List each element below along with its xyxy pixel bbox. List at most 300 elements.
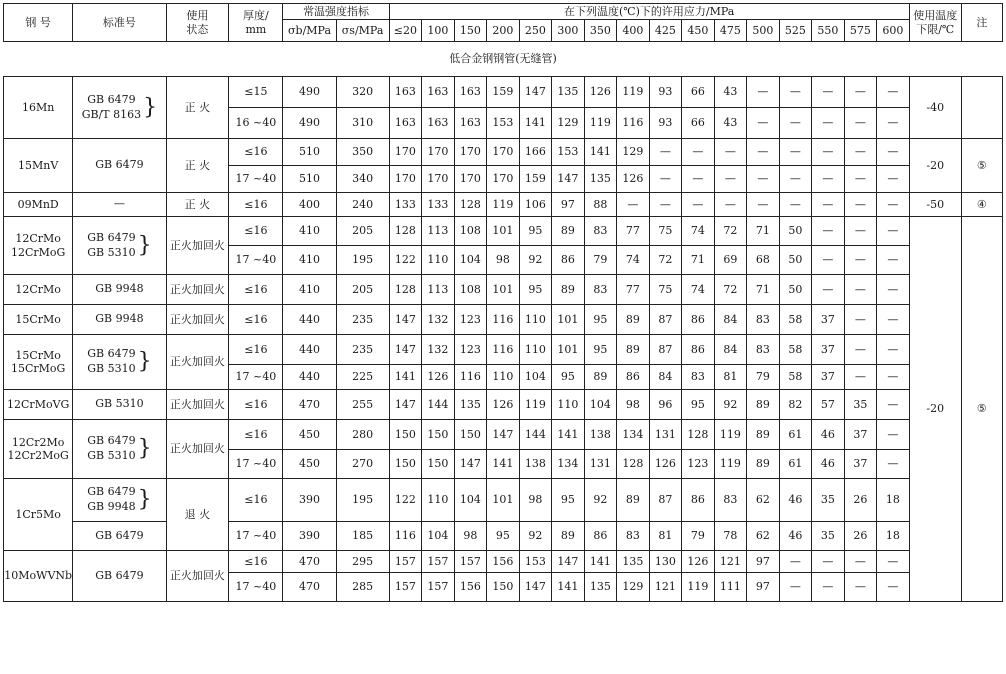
sigma-b-value: 440 [283,365,336,390]
stress-value: 95 [519,217,552,246]
stress-value: — [812,573,845,602]
stress-value: 50 [779,275,812,305]
sigma-b-value: 470 [283,573,336,602]
thickness: ≤16 [229,390,283,420]
stress-value: 147 [519,573,552,602]
stress-value: 134 [617,420,650,450]
table-row [4,139,1003,166]
stress-value: — [649,139,682,166]
stress-value: 126 [584,77,617,108]
col-thickness-line2: mm [245,22,267,36]
stress-value: 83 [584,275,617,305]
use-condition: 正 火 [166,77,229,139]
stress-value: 72 [714,217,747,246]
stress-value: 62 [747,522,780,551]
stress-value: 81 [714,365,747,390]
stress-value: 116 [389,522,422,551]
stress-value: 147 [519,77,552,108]
stress-value: 110 [422,246,455,275]
stress-value: 86 [682,305,715,335]
col-temp: ≤20 [389,20,422,42]
stress-value: 81 [649,522,682,551]
stress-value: 131 [584,450,617,479]
stress-value: 71 [747,217,780,246]
sigma-s-value: 235 [336,335,389,365]
stress-value: 89 [747,390,780,420]
brace-icon: } [137,487,152,512]
standard-line: GB 6479 [87,347,136,361]
steel-grade-line: 15CrMo [15,312,61,326]
stress-value: 150 [389,420,422,450]
stress-value: — [877,450,910,479]
standard-line: GB 6479 [95,158,144,172]
stress-value: 157 [422,551,455,573]
table-row [4,551,1003,573]
steel-grade [4,275,73,305]
stress-value: 116 [454,365,487,390]
stress-value: 82 [779,390,812,420]
stress-value: — [844,551,877,573]
stress-value: — [812,77,845,108]
stress-value: 58 [779,365,812,390]
stress-value: 77 [617,275,650,305]
stress-value: 50 [779,217,812,246]
stress-value: 163 [422,77,455,108]
stress-value: 141 [389,365,422,390]
stress-value: 106 [519,193,552,217]
stress-value: 119 [487,193,520,217]
stress-value: — [779,573,812,602]
min-temp: -50 [909,193,961,217]
standard-line: GB 6479 [87,230,136,244]
sigma-b-value: 490 [283,77,336,108]
stress-value: 159 [519,166,552,193]
stress-value: 84 [649,365,682,390]
stress-value: 119 [617,77,650,108]
stress-value: 122 [389,479,422,522]
col-temp: 200 [487,20,520,42]
stress-value: — [844,573,877,602]
sigma-s-value: 240 [336,193,389,217]
steel-grade [4,335,73,390]
standard-number [73,551,166,602]
stress-value: 101 [487,275,520,305]
stress-value: 72 [649,246,682,275]
col-temp: 575 [844,20,877,42]
stress-value: 123 [682,450,715,479]
standard-group [73,282,165,297]
stress-value: 170 [454,166,487,193]
steel-grade [4,139,73,193]
stress-value: 121 [714,551,747,573]
standard-lines [114,197,125,212]
steel-grade-line: 12CrMo [15,232,61,246]
standard-lines [95,158,143,173]
thickness: ≤16 [229,335,283,365]
stress-value: — [812,166,845,193]
stress-value: 128 [454,193,487,217]
stress-value: 126 [682,551,715,573]
stress-value: — [877,166,910,193]
use-condition: 正火加回火 [166,335,229,390]
stress-value: 98 [519,479,552,522]
stress-value: 71 [747,275,780,305]
sigma-s-value: 255 [336,390,389,420]
stress-value: 163 [389,108,422,139]
thickness: 17 ~40 [229,365,283,390]
thickness: ≤16 [229,551,283,573]
stress-value: 95 [552,479,585,522]
stress-value: 110 [519,335,552,365]
stress-value: 97 [747,573,780,602]
stress-value: — [844,365,877,390]
steel-grade-line: 1Cr5Mo [15,507,61,521]
stress-value: 104 [454,479,487,522]
stress-value: 89 [617,305,650,335]
stress-value: — [747,166,780,193]
thickness: 17 ~40 [229,522,283,551]
standard-number [73,335,166,390]
col-temp: 400 [617,20,650,42]
stress-value: 86 [617,365,650,390]
stress-value: 166 [519,139,552,166]
stress-value: 156 [487,551,520,573]
sigma-s-value: 310 [336,108,389,139]
stress-value: 89 [747,450,780,479]
steel-grade [4,479,73,551]
thickness: ≤16 [229,217,283,246]
col-thickness-line1: 厚度/ [243,9,269,23]
stress-value: 110 [487,365,520,390]
standard-line: GB 6479 [95,528,144,542]
stress-value: 95 [552,365,585,390]
stress-value: 170 [422,139,455,166]
stress-value: 98 [617,390,650,420]
stress-value: 84 [714,335,747,365]
stress-value: — [844,275,877,305]
sigma-s-value: 205 [336,275,389,305]
standard-lines [95,282,143,297]
stress-value: — [747,77,780,108]
table-row [4,479,1003,522]
stress-value: 89 [617,479,650,522]
stress-value: — [714,193,747,217]
use-condition: 正 火 [166,139,229,193]
stress-value: 43 [714,77,747,108]
stress-value: — [877,193,910,217]
col-temp: 500 [747,20,780,42]
sigma-b-value: 440 [283,335,336,365]
stress-value: 72 [714,275,747,305]
stress-value: 113 [422,217,455,246]
standard-line: — [113,197,125,211]
standard-lines [87,485,135,515]
stress-value: — [779,551,812,573]
brace-icon: } [137,232,152,258]
steel-grade-line: 09MnD [17,197,59,211]
stress-value: 134 [552,450,585,479]
stress-value: 126 [617,166,650,193]
steel-grade [4,217,73,275]
stress-value: 46 [779,522,812,551]
stress-value: 26 [844,479,877,522]
stress-value: 77 [617,217,650,246]
standard-group [73,197,165,212]
stress-value: 128 [682,420,715,450]
stress-value: 37 [844,420,877,450]
stress-value: 83 [584,217,617,246]
stress-value: 131 [649,420,682,450]
steel-grade-line: 12CrMoVG [7,397,70,411]
stress-value: 46 [779,479,812,522]
stress-value: 83 [747,305,780,335]
stress-value: — [617,193,650,217]
stress-value: 122 [389,246,422,275]
stress-value: 92 [519,522,552,551]
stress-value: 101 [487,479,520,522]
thickness: ≤16 [229,139,283,166]
brace-icon: } [137,436,152,461]
stress-value: 75 [649,217,682,246]
thickness: 17 ~40 [229,573,283,602]
stress-value: 113 [422,275,455,305]
stress-value: 75 [649,275,682,305]
table-row [4,275,1003,305]
stress-value: 78 [714,522,747,551]
standard-line: GB 6479 [87,434,136,448]
stress-value: 170 [454,139,487,166]
stress-value: 98 [487,246,520,275]
stress-value: — [844,166,877,193]
standard-line: GB 5310 [87,362,136,375]
col-min-temp [909,4,961,42]
standard-group [73,569,165,584]
stress-value: 62 [747,479,780,522]
stress-value: 93 [649,77,682,108]
stress-value: — [877,420,910,450]
sigma-s-value: 320 [336,77,389,108]
steel-grade-line: 12Cr2Mo [11,435,65,449]
standard-group [73,529,165,544]
steel-grade-line: 15CrMoG [10,362,66,375]
col-temp: 100 [422,20,455,42]
brace-icon: } [143,94,158,120]
stress-value: 74 [682,275,715,305]
stress-value: 170 [487,166,520,193]
col-steel: 钢 号 [4,4,73,42]
stress-value: 150 [422,450,455,479]
stress-value: 147 [487,420,520,450]
stress-value: — [682,193,715,217]
stress-value: 133 [422,193,455,217]
stress-value: 163 [454,77,487,108]
sigma-b-value: 410 [283,275,336,305]
steel-grade [4,551,73,602]
stress-value: 87 [649,305,682,335]
col-room-temp: 常温强度指标 [283,4,389,20]
stress-value: — [877,305,910,335]
stress-value: 110 [519,305,552,335]
sigma-s-value: 195 [336,246,389,275]
col-temp: 525 [779,20,812,42]
stress-value: — [877,246,910,275]
thickness: 16 ~40 [229,108,283,139]
min-temp: -40 [909,77,961,139]
stress-value: 144 [519,420,552,450]
standard-number [73,305,166,335]
sigma-b-value: 410 [283,217,336,246]
use-condition: 正火加回火 [166,305,229,335]
use-condition: 正火加回火 [166,390,229,420]
stress-value: 87 [649,335,682,365]
stress-value: 157 [389,573,422,602]
stress-value: 170 [487,139,520,166]
steel-grade-line: 12CrMoG [10,245,66,259]
stress-value: — [747,193,780,217]
standard-group [73,485,165,515]
col-temp: 600 [877,20,910,42]
stress-value: 37 [844,450,877,479]
stress-value: 138 [584,420,617,450]
stress-value: 46 [812,420,845,450]
sigma-b-value: 440 [283,305,336,335]
stress-value: 157 [389,551,422,573]
stress-value: 157 [454,551,487,573]
note: ⑤ [961,139,1002,193]
stress-value: 79 [682,522,715,551]
stress-value: 110 [552,390,585,420]
stress-value: 101 [552,305,585,335]
standard-number [73,522,166,551]
col-temp: 425 [649,20,682,42]
stress-value: 88 [584,193,617,217]
stress-value: 57 [812,390,845,420]
standard-lines [95,397,143,412]
steel-grade-line: 15MnV [18,158,59,172]
stress-value: 93 [649,108,682,139]
sigma-s-value: 225 [336,365,389,390]
stress-value: — [682,139,715,166]
col-sigma-s: σs/MPa [336,20,389,42]
use-condition: 正火加回火 [166,275,229,305]
stress-value: 35 [812,522,845,551]
stress-value: 159 [487,77,520,108]
stress-value: — [812,551,845,573]
stress-value: 97 [747,551,780,573]
stress-value: — [812,217,845,246]
stress-value: 116 [617,108,650,139]
stress-value: — [812,139,845,166]
stress-value: 66 [682,108,715,139]
table-row [4,193,1003,217]
stress-value: 128 [389,217,422,246]
stress-value: — [877,77,910,108]
stress-value: 119 [519,390,552,420]
stress-value: 83 [682,365,715,390]
stress-value: 135 [584,573,617,602]
stress-value: 84 [714,305,747,335]
thickness: 17 ~40 [229,246,283,275]
sigma-s-value: 195 [336,479,389,522]
stress-value: 89 [552,522,585,551]
stress-value: — [877,573,910,602]
stress-value: — [877,365,910,390]
stress-value: 138 [519,450,552,479]
sigma-s-value: 285 [336,573,389,602]
stress-value: 86 [682,335,715,365]
stress-value: 37 [812,305,845,335]
table-row [4,390,1003,420]
stress-value: 96 [649,390,682,420]
stress-value: — [844,108,877,139]
stress-value: 135 [584,166,617,193]
stress-value: — [877,551,910,573]
col-thickness [229,4,283,42]
stress-value: 170 [422,166,455,193]
stress-value: 119 [584,108,617,139]
stress-value: 87 [649,479,682,522]
stress-value: — [844,77,877,108]
stress-value: 68 [747,246,780,275]
stress-value: 141 [552,573,585,602]
standard-lines [87,231,135,261]
stress-value: 101 [487,217,520,246]
stress-value: 92 [519,246,552,275]
stress-value: 69 [714,246,747,275]
stress-value: 144 [422,390,455,420]
thickness: ≤16 [229,275,283,305]
stress-value: — [844,305,877,335]
stress-value: 156 [454,573,487,602]
stress-value: — [779,77,812,108]
stress-value: 97 [552,193,585,217]
table-row [4,522,1003,551]
standard-group [73,231,165,261]
stress-value: 108 [454,217,487,246]
stress-value: 110 [422,479,455,522]
standard-line: GB 9948 [95,282,144,296]
use-condition: 正火加回火 [166,551,229,602]
stress-value: 147 [389,305,422,335]
stress-value: — [812,193,845,217]
stress-value: 150 [487,573,520,602]
sigma-b-value: 510 [283,166,336,193]
stress-value: 128 [389,275,422,305]
sigma-s-value: 350 [336,139,389,166]
stress-value: 71 [682,246,715,275]
stress-value: 50 [779,246,812,275]
use-condition: 正火加回火 [166,217,229,275]
sigma-s-value: 295 [336,551,389,573]
steel-grade-line: 10MoWVNb [4,569,73,583]
table-row [4,335,1003,365]
standard-line: GB 9948 [87,500,136,513]
col-sigma-b: σb/MPa [283,20,336,42]
stress-value: — [877,390,910,420]
note [961,77,1002,139]
steel-grade-line: 12Cr2MoG [7,449,69,462]
stress-value: 83 [747,335,780,365]
standard-number [73,77,166,139]
stress-value: 126 [487,390,520,420]
stress-value: 104 [422,522,455,551]
stress-value: — [682,166,715,193]
steel-grade [4,77,73,139]
stress-value: 170 [389,139,422,166]
stress-value: — [779,108,812,139]
standard-line: GB 5310 [95,397,144,411]
col-note: 注 [961,4,1002,42]
